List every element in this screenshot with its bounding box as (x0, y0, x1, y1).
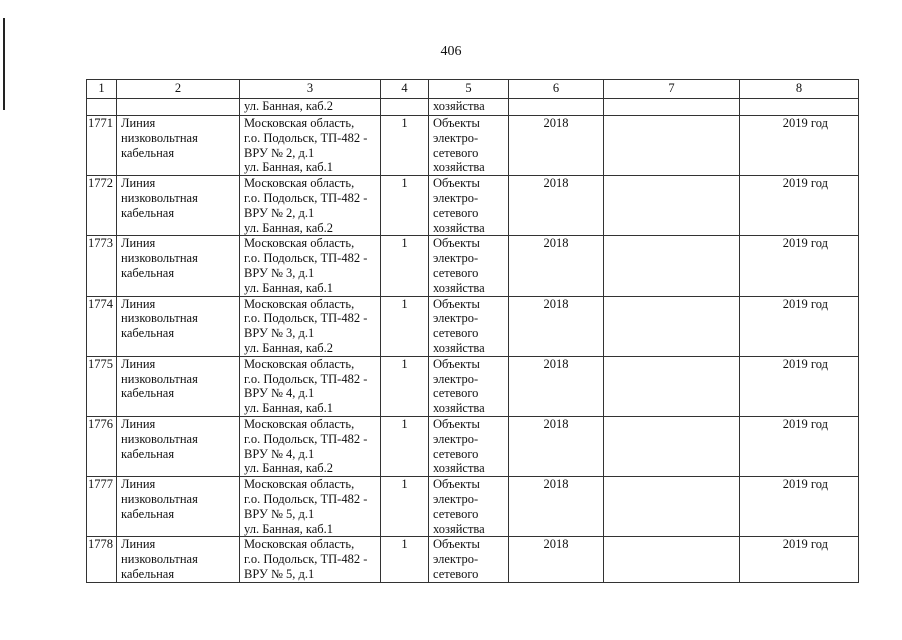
object-quantity: 1 (381, 176, 429, 236)
object-category-line: сетевого (433, 326, 479, 341)
object-address (240, 356, 381, 416)
object-address-line: ВРУ № 3, д.1 (244, 265, 315, 280)
object-address-line: г.о. Подольск, ТП-482 - (244, 190, 368, 205)
object-name-line: Линия (121, 176, 156, 191)
column-7-value (604, 356, 740, 416)
object-category-line: хозяйства (433, 521, 485, 536)
object-address-line: ул. Банная, каб.2 (244, 461, 334, 476)
object-category-line: электро- (433, 130, 479, 145)
column-number-row (87, 80, 859, 99)
object-quantity: 1 (381, 236, 429, 296)
object-category-line: электро- (433, 251, 479, 266)
object-name-line: Линия (121, 236, 156, 251)
object-category (429, 477, 509, 537)
registration-term: 2019 год (740, 356, 859, 416)
object-address (240, 176, 381, 236)
object-quantity: 1 (381, 537, 429, 583)
row-number: 1775 (87, 356, 117, 416)
object-name (117, 477, 240, 537)
object-name-line: Линия (121, 356, 156, 371)
column-7-value (604, 416, 740, 476)
object-address-line: Московская область, (244, 296, 355, 311)
object-category-line: сетевого (433, 386, 479, 401)
object-category-line: электро- (433, 311, 479, 326)
object-name-line: низковольтная (121, 130, 198, 145)
object-category-line: хозяйства (433, 220, 485, 235)
row-number: 1771 (87, 116, 117, 176)
continuation-category: хозяйства (429, 99, 509, 116)
continuation-address: ул. Банная, каб.2 (240, 99, 381, 116)
object-address (240, 537, 381, 583)
object-address (240, 416, 381, 476)
object-category-line: электро- (433, 190, 479, 205)
column-number: 1 (87, 80, 117, 99)
object-category-line: электро- (433, 371, 479, 386)
object-name (117, 537, 240, 583)
object-address-line: Московская область, (244, 416, 355, 431)
registration-term: 2019 год (740, 116, 859, 176)
object-address-line: ул. Банная, каб.1 (244, 521, 334, 536)
object-address-line: ул. Банная, каб.1 (244, 160, 334, 175)
column-7-value (604, 116, 740, 176)
object-name-line: низковольтная (121, 491, 198, 506)
commission-year: 2018 (509, 296, 604, 356)
object-category (429, 356, 509, 416)
object-name-line: кабельная (121, 446, 175, 461)
row-number: 1778 (87, 537, 117, 583)
object-address-line: Московская область, (244, 537, 355, 552)
object-address-line: ВРУ № 3, д.1 (244, 326, 315, 341)
object-address-line: Московская область, (244, 356, 355, 371)
object-address-line: Московская область, (244, 176, 355, 191)
registration-term: 2019 год (740, 477, 859, 537)
object-address-line: ВРУ № 2, д.1 (244, 205, 315, 220)
object-name-line: кабельная (121, 326, 175, 341)
object-category-line: Объекты (433, 176, 480, 191)
object-name (117, 236, 240, 296)
commission-year: 2018 (509, 176, 604, 236)
object-name-line: кабельная (121, 145, 175, 160)
registration-term: 2019 год (740, 416, 859, 476)
object-category-line: сетевого (433, 265, 479, 280)
object-name-line: кабельная (121, 386, 175, 401)
commission-year: 2018 (509, 116, 604, 176)
object-address-line: ВРУ № 5, д.1 (244, 566, 315, 581)
object-name (117, 116, 240, 176)
object-address-line: ВРУ № 5, д.1 (244, 506, 315, 521)
continuation-row (87, 99, 859, 116)
object-address-line: г.о. Подольск, ТП-482 - (244, 491, 368, 506)
object-category (429, 416, 509, 476)
table-row (87, 416, 859, 476)
object-category (429, 236, 509, 296)
object-category-line: хозяйства (433, 401, 485, 416)
object-address-line: ВРУ № 4, д.1 (244, 386, 315, 401)
object-name-line: низковольтная (121, 311, 198, 326)
object-category-line: сетевого (433, 145, 479, 160)
object-category-line: электро- (433, 491, 479, 506)
column-number: 7 (604, 80, 740, 99)
row-number: 1772 (87, 176, 117, 236)
scan-edge-mark (3, 18, 5, 110)
object-category-line: Объекты (433, 116, 480, 130)
table-row (87, 296, 859, 356)
object-address-line: г.о. Подольск, ТП-482 - (244, 311, 368, 326)
object-category-line: Объекты (433, 296, 480, 311)
column-number: 6 (509, 80, 604, 99)
object-address-line: ул. Банная, каб.1 (244, 401, 334, 416)
table-row (87, 236, 859, 296)
object-category-line: хозяйства (433, 160, 485, 175)
column-7-value (604, 176, 740, 236)
object-address-line: Московская область, (244, 116, 355, 130)
object-quantity: 1 (381, 477, 429, 537)
object-category-line: Объекты (433, 416, 480, 431)
object-name-line: Линия (121, 116, 156, 130)
object-name-line: кабельная (121, 506, 175, 521)
object-name-line: кабельная (121, 566, 175, 581)
object-name-line: низковольтная (121, 371, 198, 386)
registration-term: 2019 год (740, 537, 859, 583)
object-address-line: г.о. Подольск, ТП-482 - (244, 130, 368, 145)
row-number: 1773 (87, 236, 117, 296)
column-number: 2 (117, 80, 240, 99)
object-quantity: 1 (381, 116, 429, 176)
object-category-line: сетевого (433, 446, 479, 461)
object-address-line: г.о. Подольск, ТП-482 - (244, 371, 368, 386)
column-number: 3 (240, 80, 381, 99)
object-category-line: сетевого (433, 205, 479, 220)
column-7-value (604, 477, 740, 537)
column-number: 8 (740, 80, 859, 99)
object-address-line: Московская область, (244, 477, 355, 492)
object-category-line: сетевого (433, 506, 479, 521)
object-category-line: хозяйства (433, 340, 485, 355)
commission-year: 2018 (509, 477, 604, 537)
table-row (87, 116, 859, 176)
object-category-line: Объекты (433, 537, 480, 552)
page-number: 406 (440, 44, 462, 59)
object-name (117, 356, 240, 416)
column-7-value (604, 296, 740, 356)
registration-term: 2019 год (740, 296, 859, 356)
object-address (240, 477, 381, 537)
object-address-line: Московская область, (244, 236, 355, 251)
object-name-line: низковольтная (121, 431, 198, 446)
object-address-line: г.о. Подольск, ТП-482 - (244, 251, 368, 266)
object-address-line: ул. Банная, каб.2 (244, 340, 334, 355)
column-7-value (604, 236, 740, 296)
object-address-line: ВРУ № 2, д.1 (244, 145, 315, 160)
object-address-line: ул. Банная, каб.1 (244, 280, 334, 295)
object-category-line: Объекты (433, 356, 480, 371)
commission-year: 2018 (509, 236, 604, 296)
object-category (429, 537, 509, 583)
object-category (429, 296, 509, 356)
object-category (429, 176, 509, 236)
object-name (117, 416, 240, 476)
object-name (117, 176, 240, 236)
registry-table (86, 79, 859, 583)
row-number: 1776 (87, 416, 117, 476)
object-category-line: сетевого (433, 566, 479, 581)
object-category (429, 116, 509, 176)
table-row (87, 356, 859, 416)
object-quantity: 1 (381, 356, 429, 416)
object-category-line: хозяйства (433, 461, 485, 476)
registration-term: 2019 год (740, 176, 859, 236)
registration-term: 2019 год (740, 236, 859, 296)
object-category-line: Объекты (433, 236, 480, 251)
object-category-line: хозяйства (433, 280, 485, 295)
object-category-line: электро- (433, 431, 479, 446)
column-7-value (604, 537, 740, 583)
object-name-line: низковольтная (121, 552, 198, 567)
object-address-line: г.о. Подольск, ТП-482 - (244, 552, 368, 567)
object-name-line: низковольтная (121, 251, 198, 266)
row-number: 1774 (87, 296, 117, 356)
row-number: 1777 (87, 477, 117, 537)
object-name-line: Линия (121, 416, 156, 431)
object-name-line: Линия (121, 296, 156, 311)
table-row (87, 176, 859, 236)
column-number: 4 (381, 80, 429, 99)
object-address (240, 116, 381, 176)
object-name-line: кабельная (121, 205, 175, 220)
commission-year: 2018 (509, 356, 604, 416)
commission-year: 2018 (509, 537, 604, 583)
object-address (240, 296, 381, 356)
object-category-line: Объекты (433, 477, 480, 492)
object-name-line: Линия (121, 477, 156, 492)
table-row (87, 537, 859, 583)
object-address-line: ВРУ № 4, д.1 (244, 446, 315, 461)
table-row (87, 477, 859, 537)
column-number: 5 (429, 80, 509, 99)
object-name-line: низковольтная (121, 190, 198, 205)
object-quantity: 1 (381, 296, 429, 356)
object-category-line: электро- (433, 552, 479, 567)
object-name-line: Линия (121, 537, 156, 552)
object-address-line: г.о. Подольск, ТП-482 - (244, 431, 368, 446)
commission-year: 2018 (509, 416, 604, 476)
object-address (240, 236, 381, 296)
object-name (117, 296, 240, 356)
object-quantity: 1 (381, 416, 429, 476)
object-name-line: кабельная (121, 265, 175, 280)
object-address-line: ул. Банная, каб.2 (244, 220, 334, 235)
